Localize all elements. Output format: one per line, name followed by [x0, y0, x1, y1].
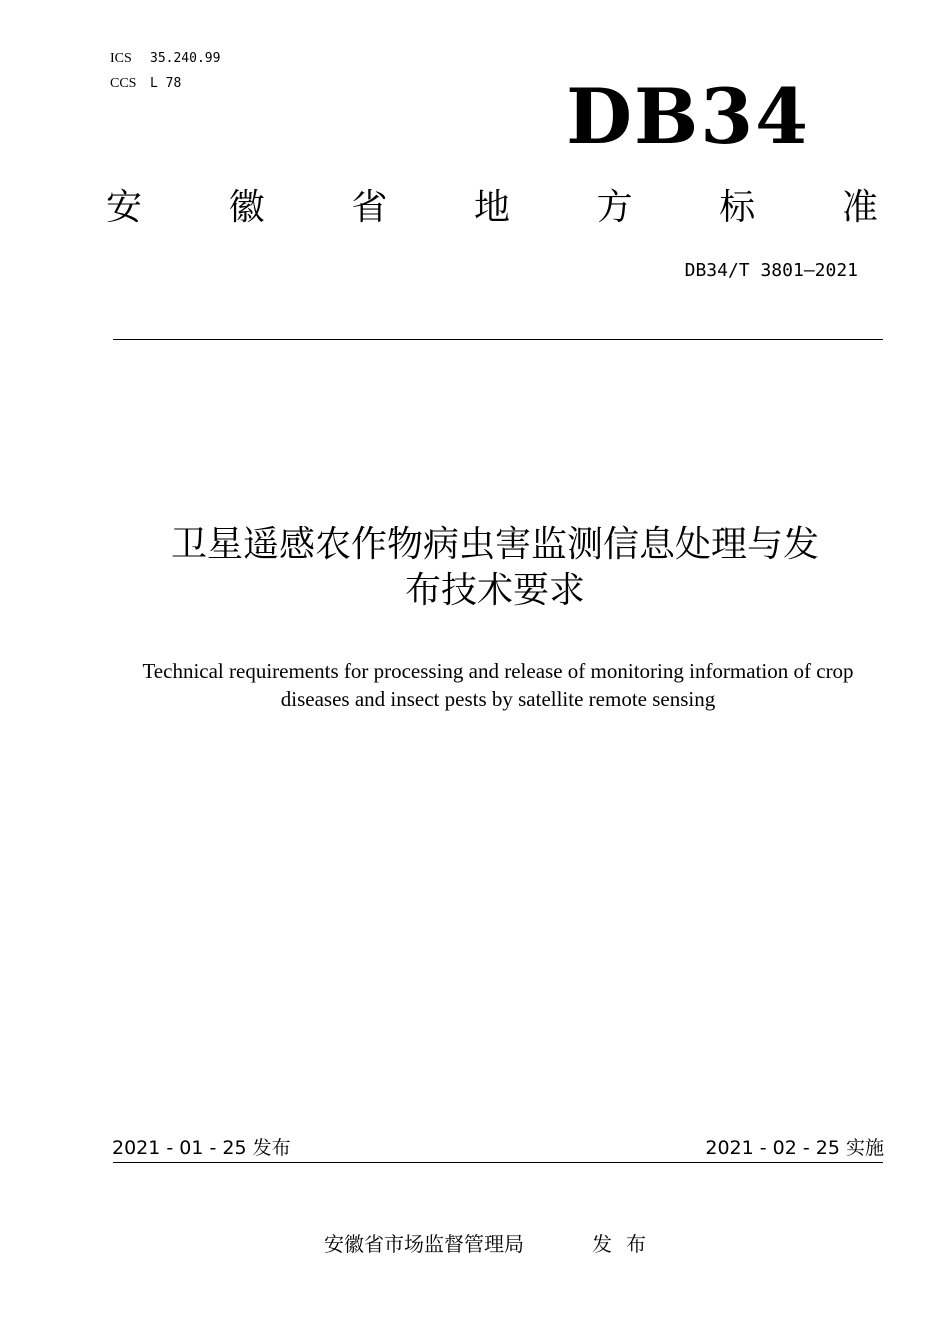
standard-type-char: 省: [351, 187, 388, 228]
standard-type-heading: [106, 186, 878, 230]
top-divider: [113, 339, 883, 340]
standard-type-char: 方: [596, 187, 633, 228]
bottom-divider: [113, 1162, 883, 1163]
standard-type-char: 地: [473, 187, 510, 228]
ccs-row: [110, 71, 220, 96]
classification-block: [110, 46, 220, 96]
title-english: [100, 657, 896, 713]
title-chinese-line: 布技术要求: [404, 570, 585, 611]
title-english-line: diseases and insect pests by satellite remote sensing: [280, 687, 716, 711]
ics-value: 35.240.99: [150, 51, 221, 66]
standard-type-char: 标: [719, 187, 756, 228]
standard-type-char: 准: [841, 187, 878, 228]
ics-row: [110, 46, 220, 71]
ccs-label: CCS: [110, 76, 137, 91]
ccs-value: L 78: [150, 76, 182, 91]
standard-number: DB34/T 3801—2021: [684, 260, 858, 281]
issue-date: 2021 - 01 - 25 发布: [112, 1137, 291, 1159]
standard-type-char: 安: [106, 187, 143, 228]
standard-type-char: 徽: [228, 187, 265, 228]
standard-code-logo: DB34: [566, 72, 810, 161]
issuer-name: 安徽省市场监督管理局: [324, 1232, 524, 1256]
title-english-line: Technical requirements for processing and release of monitoring information of crop: [142, 659, 854, 683]
title-chinese-line: 卫星遥感农作物病虫害监测信息处理与发: [170, 524, 819, 565]
ics-label: ICS: [110, 51, 132, 66]
title-chinese: [90, 522, 900, 614]
issuer-action: 发布: [592, 1232, 660, 1256]
implementation-date: 2021 - 02 - 25 实施: [705, 1137, 884, 1159]
